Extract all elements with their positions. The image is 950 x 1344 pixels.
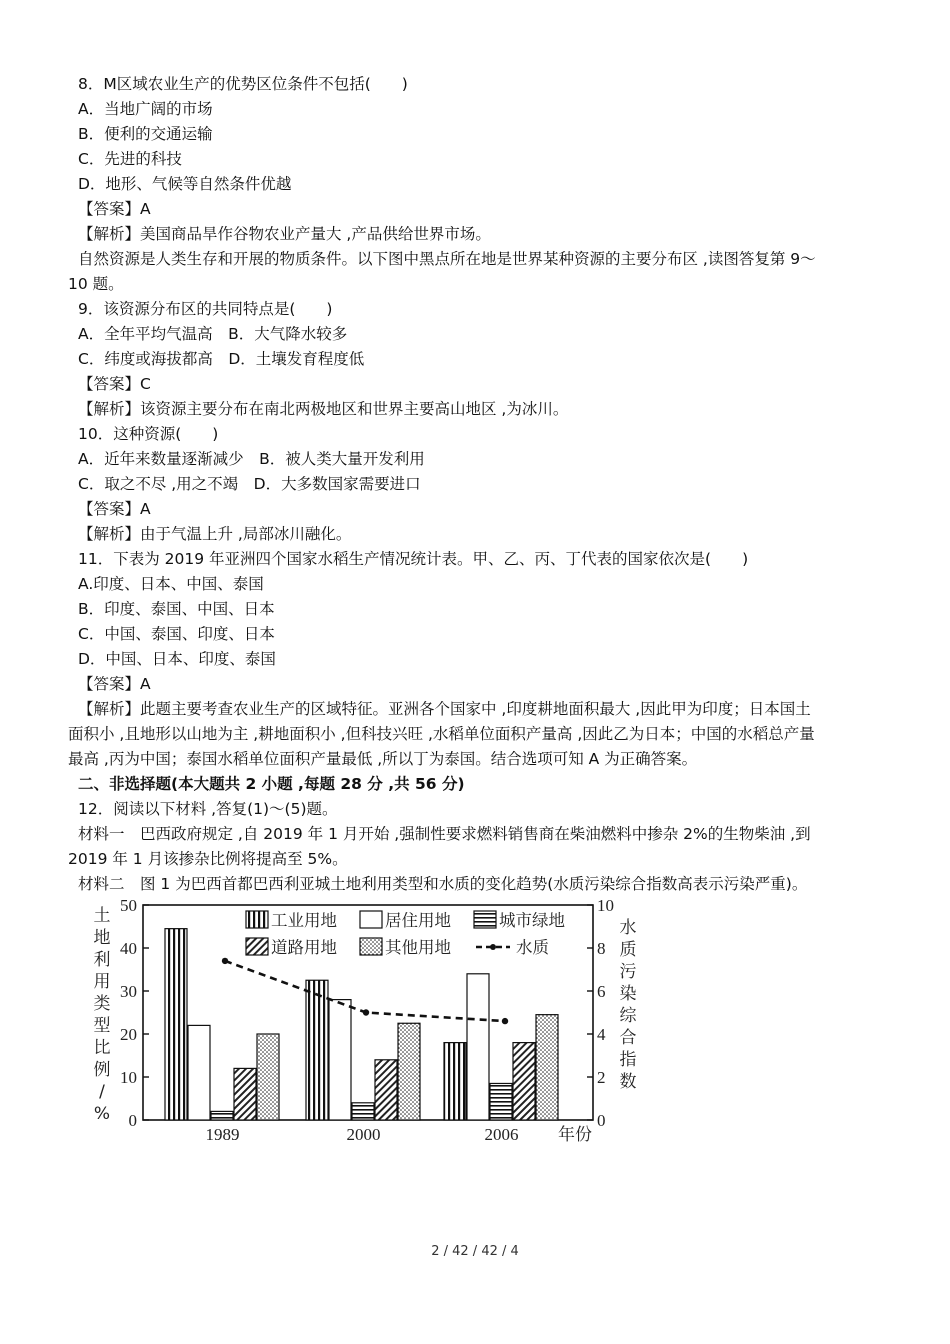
q11-explanation-cont1: 面积小 ,且地形以山地为主 ,耕地面积小 ,但科技兴旺 ,水稻单位面积产量高 ,因此乙为日本；中国的水稻总产量 — [68, 725, 815, 743]
intro-9-10: 自然资源是人类生存和开展的物质条件。以下图中黑点所在地是世界某种资源的主要分布区 ,读图答复第 9～ — [78, 250, 816, 268]
other-bar — [257, 1034, 279, 1120]
legend-other-label: 其他用地 — [385, 938, 451, 957]
q8-option-d: D．地形、气候等自然条件优越 — [78, 175, 292, 193]
legend-industrial-swatch — [246, 911, 268, 928]
x-tick-label: 1989 — [205, 1125, 240, 1144]
legend-residential-label: 居住用地 — [385, 911, 451, 930]
y2-axis-title: 水质污染综合指数 — [619, 918, 637, 1092]
industrial-bar — [444, 1043, 466, 1120]
q11-stem: 11．下表为 2019 年亚洲四个国家水稻生产情况统计表。甲、乙、丙、丁代表的国家依次是( ) — [78, 550, 749, 568]
q8-explanation: 【解析】美国商品旱作谷物农业产量大 ,产品供给世界市场。 — [78, 225, 491, 243]
legend-green-space-swatch — [474, 911, 496, 928]
x-tick-label: 2000 — [346, 1125, 381, 1144]
material-one: 材料一 巴西政府规定 ,自 2019 年 1 月开始 ,强制性要求燃料销售商在柴油燃料中掺杂 2%的生物柴油 ,到 — [78, 825, 811, 843]
q10-explanation: 【解析】由于气温上升 ,局部冰川融化。 — [78, 525, 352, 543]
y2-tick-label: 4 — [597, 1025, 606, 1044]
q10-options-cd: C．取之不尽 ,用之不竭 D．大多数国家需要进口 — [78, 475, 421, 493]
q11-option-d: D．中国、日本、印度、泰国 — [78, 650, 276, 668]
green-space-bar — [352, 1103, 374, 1120]
legend-water-point — [490, 944, 496, 950]
land-use-chart — [88, 893, 648, 1155]
q9-options-ab: A．全年平均气温高 B．大气降水较多 — [78, 325, 348, 343]
q11-option-b: B．印度、泰国、中国、日本 — [78, 600, 275, 618]
q10-stem: 10．这种资源( ) — [78, 425, 219, 443]
section-heading: 二、非选择题(本大题共 2 小题 ,每题 28 分 ,共 56 分) — [78, 775, 465, 793]
q9-options-cd: C．纬度或海拔都高 D．土壤发育程度低 — [78, 350, 365, 368]
legend-water-label: 水质 — [516, 938, 549, 957]
y-tick-label: 40 — [120, 939, 137, 958]
y-tick-label: 20 — [120, 1025, 137, 1044]
q10-options-ab: A．近年来数量逐渐减少 B．被人类大量开发利用 — [78, 450, 425, 468]
y2-tick-label: 10 — [597, 896, 614, 915]
other-bar — [536, 1015, 558, 1120]
q8-option-b: B．便利的交通运输 — [78, 125, 213, 143]
y-tick-label: 0 — [128, 1111, 137, 1130]
legend-industrial-label: 工业用地 — [271, 911, 337, 930]
y-tick-label: 50 — [120, 896, 137, 915]
legend-road-label: 道路用地 — [271, 938, 337, 957]
q11-explanation: 【解析】此题主要考查农业生产的区域特征。亚洲各个国家中 ,印度耕地面积最大 ,因此甲为印度；日本国土 — [78, 700, 811, 718]
green-space-bar — [211, 1111, 233, 1120]
y-axis-title: 土地利用类型比例/ % — [93, 906, 111, 1124]
y2-tick-label: 2 — [597, 1068, 606, 1087]
legend-road-swatch — [246, 938, 268, 955]
x-tick-label: 2006 — [484, 1125, 519, 1144]
y2-tick-label: 6 — [597, 982, 606, 1001]
page-footer: 2 / 42 / 42 / 4 — [431, 1244, 519, 1259]
other-bar — [398, 1023, 420, 1120]
intro-9-10-cont: 10 题。 — [68, 275, 124, 293]
residential-bar — [188, 1025, 210, 1120]
q8-option-a: A．当地广阔的市场 — [78, 100, 213, 118]
green-space-bar — [490, 1083, 512, 1120]
y2-tick-label: 8 — [597, 939, 606, 958]
q8-answer: 【答案】A — [78, 200, 151, 218]
y-tick-label: 30 — [120, 982, 137, 1001]
water-quality-point — [222, 958, 228, 964]
q8-stem: 8．M区域农业生产的优势区位条件不包括( ) — [78, 75, 408, 93]
q12-stem: 12．阅读以下材料 ,答复(1)～(5)题。 — [78, 800, 338, 818]
material-two: 材料二 图 1 为巴西首都巴西利亚城土地利用类型和水质的变化趋势(水质污染综合指数高表示污染严重)。 — [78, 875, 808, 893]
q8-option-c: C．先进的科技 — [78, 150, 182, 168]
y-tick-label: 10 — [120, 1068, 137, 1087]
industrial-bar — [165, 929, 187, 1120]
q9-explanation: 【解析】该资源主要分布在南北两极地区和世界主要高山地区 ,为冰川。 — [78, 400, 569, 418]
q11-option-a: A.印度、日本、中国、泰国 — [78, 575, 264, 593]
road-bar — [513, 1043, 535, 1120]
legend-green-space-label: 城市绿地 — [499, 911, 565, 930]
q11-option-c: C．中国、泰国、印度、日本 — [78, 625, 275, 643]
residential-bar — [467, 974, 489, 1120]
q9-answer: 【答案】C — [78, 375, 151, 393]
industrial-bar — [306, 980, 328, 1120]
q11-explanation-cont2: 最高 ,丙为中国；泰国水稻单位面积产量最低 ,所以丁为泰国。结合选项可知 A 为正确答案。 — [68, 750, 698, 768]
y2-tick-label: 0 — [597, 1111, 606, 1130]
material-one-cont: 2019 年 1 月该掺杂比例将提高至 5%。 — [68, 850, 348, 868]
q9-stem: 9．该资源分布区的共同特点是( ) — [78, 300, 333, 318]
road-bar — [375, 1060, 397, 1120]
water-quality-point — [502, 1018, 508, 1024]
q10-answer: 【答案】A — [78, 500, 151, 518]
legend-residential-swatch — [360, 911, 382, 928]
legend-other-swatch — [360, 938, 382, 955]
road-bar — [234, 1068, 256, 1120]
q11-answer: 【答案】A — [78, 675, 151, 693]
x-axis-title: 年份 — [558, 1125, 592, 1145]
residential-bar — [329, 1000, 351, 1120]
water-quality-point — [363, 1009, 369, 1015]
